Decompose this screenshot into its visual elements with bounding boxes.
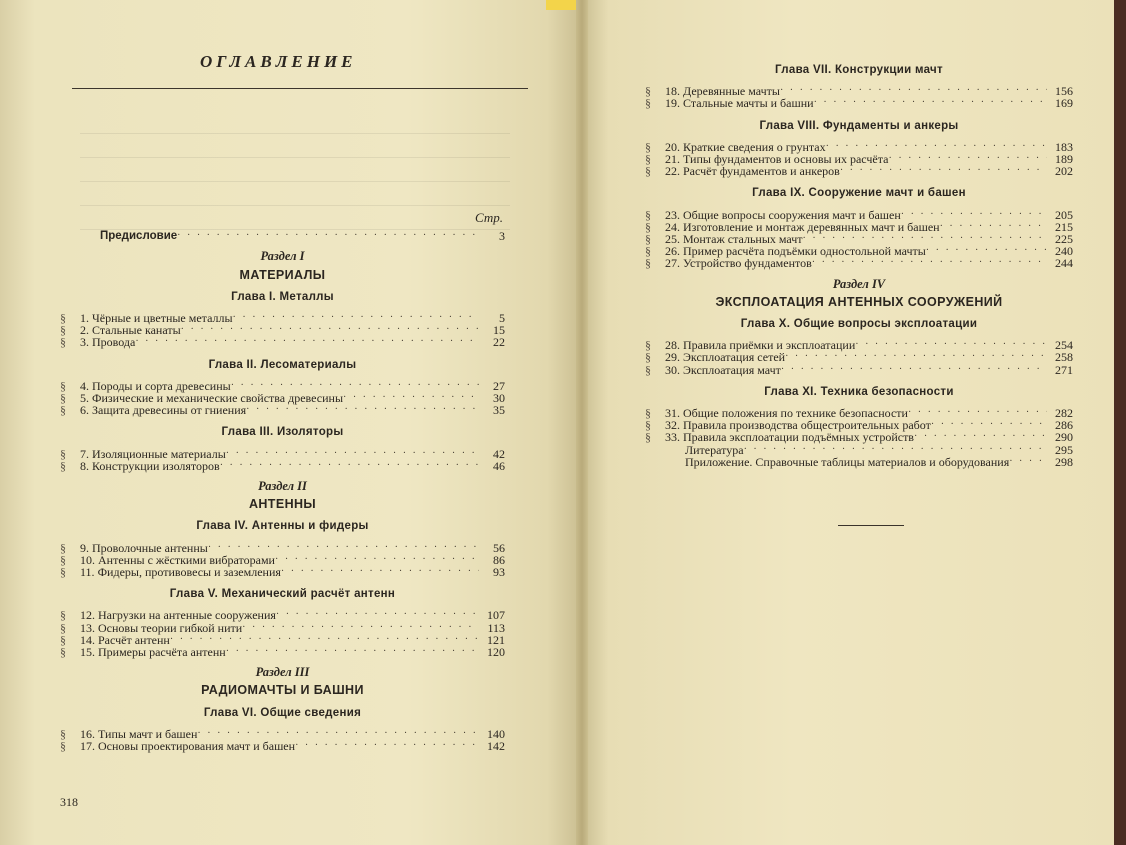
leader-dots — [931, 419, 1047, 431]
section-sign: § — [645, 256, 651, 271]
entry-page: 225 — [1055, 232, 1073, 247]
chapter-heading: Глава IX. Сооружение мачт и башен — [752, 187, 966, 200]
entry-text: Нагрузки на антенные сооружения — [98, 608, 276, 623]
section-sign: § — [60, 335, 66, 350]
entry-text: Общие вопросы сооружения мачт и башен — [683, 207, 901, 222]
entry-page: 86 — [493, 552, 505, 567]
section-sign: § — [60, 552, 66, 567]
chapter-heading: Глава X. Общие вопросы эксплоатации — [740, 318, 978, 331]
toc-entry — [645, 165, 1073, 177]
entry-number: 9. — [80, 540, 89, 555]
entry-page: 107 — [487, 608, 505, 623]
entry-page: 282 — [1055, 406, 1073, 421]
entry-page: 286 — [1055, 418, 1073, 433]
entry-number: 1. — [80, 311, 89, 326]
section-sign: § — [60, 446, 66, 461]
section-sign: § — [645, 244, 651, 259]
section-sign: § — [645, 84, 651, 99]
toc-entry — [60, 460, 505, 472]
section-heading: Раздел III — [255, 665, 310, 680]
entry-number: 20. — [665, 139, 680, 154]
entry-number: 33. — [665, 430, 680, 445]
entry-text: Чёрные и цветные металлы — [92, 311, 233, 326]
entry-title — [685, 456, 1009, 468]
section-sign: § — [645, 406, 651, 421]
section-sign: § — [60, 311, 66, 326]
entry-text: Краткие сведения о грунтах — [683, 139, 826, 154]
entry-number: 29. — [665, 350, 680, 365]
toc-right-column — [645, 54, 1073, 468]
entry-text: Примеры расчёта антенн — [98, 645, 226, 660]
part-heading: РАДИОМАЧТЫ И БАШНИ — [201, 683, 364, 698]
entry-page: 140 — [487, 726, 505, 741]
leader-dots — [220, 460, 479, 472]
section-heading: Раздел IV — [832, 276, 886, 291]
entry-page: 42 — [493, 446, 505, 461]
entry-page: 27 — [493, 378, 505, 393]
preface-page: 3 — [499, 229, 505, 244]
end-rule — [838, 525, 904, 526]
entry-page: 35 — [493, 403, 505, 418]
entry-page: 202 — [1055, 164, 1073, 179]
chapter-heading: Глава V. Механический расчёт антенн — [169, 588, 396, 601]
section-heading: Раздел II — [258, 479, 307, 494]
entry-text: Устройство фундаментов — [683, 256, 812, 271]
toc-entry — [60, 646, 505, 658]
leader-dots — [888, 153, 1047, 165]
chapter-heading: Глава II. Лесоматериалы — [208, 358, 357, 371]
section-sign: § — [60, 403, 66, 418]
entry-text: Конструкции изоляторов — [92, 458, 220, 473]
entry-page: 121 — [487, 632, 505, 647]
title-rule — [72, 88, 528, 89]
leader-dots — [914, 431, 1047, 443]
entry-text: Основы проектирования мачт и башен — [98, 739, 296, 754]
entry-number: 12. — [80, 608, 95, 623]
leader-dots — [135, 336, 479, 348]
entry-text: Физические и механические свойства древесины — [92, 391, 344, 406]
entry-text: Литература — [685, 442, 744, 457]
entry-text: Эксплоатация сетей — [683, 350, 786, 365]
entry-title — [80, 740, 295, 752]
chapter-heading: Глава VII. Конструкции мачт — [775, 64, 943, 76]
chapter-heading: Глава XI. Техника безопасности — [764, 385, 954, 398]
entry-page: 298 — [1055, 454, 1073, 469]
entry-number: 24. — [665, 219, 680, 234]
entry-number: 11. — [80, 565, 95, 580]
entry-number: 17. — [80, 739, 95, 754]
entry-text: Изоляционные материалы — [92, 446, 226, 461]
entry-text: Типы фундаментов и основы их расчёта — [683, 152, 889, 167]
section-sign: § — [60, 323, 66, 338]
entry-number: 30. — [665, 362, 680, 377]
entry-page: 205 — [1055, 207, 1073, 222]
entry-text: Защита древесины от гниения — [92, 403, 247, 418]
entry-number: 3. — [80, 335, 89, 350]
leader-dots — [926, 245, 1047, 257]
section-sign: § — [60, 378, 66, 393]
section-sign: § — [60, 540, 66, 555]
leader-dots — [1009, 456, 1047, 468]
section-sign: § — [645, 338, 651, 353]
toc-entry — [645, 97, 1073, 109]
entry-text: Общие положения по технике безопасности — [683, 406, 908, 421]
entry-page: 15 — [493, 323, 505, 338]
entry-text: Правила производства общестроительных работ — [683, 418, 931, 433]
leader-dots — [226, 448, 479, 460]
preface-entry — [60, 230, 505, 242]
section-sign: § — [645, 152, 651, 167]
entry-text: Фидеры, противовесы и заземления — [97, 565, 281, 580]
entry-page: 295 — [1055, 442, 1073, 457]
entry-title — [665, 165, 840, 177]
entry-page: 142 — [487, 739, 505, 754]
entry-number: 26. — [665, 244, 680, 259]
section-sign: § — [645, 350, 651, 365]
entry-text: Расчёт антенн — [98, 632, 170, 647]
entry-title — [665, 364, 781, 376]
entry-title — [80, 336, 135, 348]
leader-dots — [855, 339, 1047, 351]
entry-text: Приложение. Справочные таблицы материалов и оборудования — [685, 454, 1010, 469]
entry-page: 22 — [493, 335, 505, 350]
section-heading: Раздел I — [260, 249, 305, 264]
entry-page: 215 — [1055, 219, 1073, 234]
entry-page: 189 — [1055, 152, 1073, 167]
section-sign: § — [645, 232, 651, 247]
entry-title — [80, 646, 226, 658]
section-sign: § — [60, 565, 66, 580]
entry-text: Монтаж стальных мачт — [683, 232, 803, 247]
page-title: ОГЛАВЛЕНИЕ — [200, 52, 357, 71]
entry-page: 240 — [1055, 244, 1073, 259]
toc-entry — [60, 336, 505, 348]
leader-dots — [181, 324, 479, 336]
entry-page: 244 — [1055, 256, 1073, 271]
entry-text: Деревянные мачты — [683, 84, 780, 99]
part-heading: МАТЕРИАЛЫ — [239, 267, 326, 282]
entry-number: 7. — [80, 446, 89, 461]
entry-number: 5. — [80, 391, 89, 406]
entry-text: Породы и сорта древесины — [92, 378, 231, 393]
entry-text: Проволочные антенны — [92, 540, 208, 555]
page-column-label: Стр. — [475, 210, 503, 225]
bookmark-tab — [546, 0, 576, 10]
toc-appendix-entry — [645, 456, 1073, 468]
section-sign: § — [645, 139, 651, 154]
chapter-heading: Глава VI. Общие сведения — [203, 706, 362, 719]
entry-number: 14. — [80, 632, 95, 647]
entry-number: 8. — [80, 458, 89, 473]
section-sign: § — [60, 726, 66, 741]
entry-page: 113 — [487, 620, 505, 635]
entry-page: 271 — [1055, 362, 1073, 377]
entry-page: 46 — [493, 458, 505, 473]
entry-page: 290 — [1055, 430, 1073, 445]
toc-left-list — [60, 250, 505, 752]
entry-title — [80, 404, 246, 416]
entry-number: 13. — [80, 620, 95, 635]
entry-page: 156 — [1055, 84, 1073, 99]
section-sign: § — [645, 362, 651, 377]
toc-entry — [60, 566, 505, 578]
toc-entry — [645, 364, 1073, 376]
entry-number: 27. — [665, 256, 680, 271]
chapter-heading: Глава III. Изоляторы — [221, 426, 344, 439]
entry-page: 254 — [1055, 338, 1073, 353]
entry-page: 258 — [1055, 350, 1073, 365]
entry-page: 183 — [1055, 139, 1073, 154]
entry-number: 32. — [665, 418, 680, 433]
entry-title — [665, 257, 812, 269]
entry-title — [80, 566, 281, 578]
entry-number: 25. — [665, 232, 680, 247]
entry-number: 10. — [80, 552, 95, 567]
section-sign: § — [645, 219, 651, 234]
toc-entry — [645, 257, 1073, 269]
entry-number: 4. — [80, 378, 89, 393]
leader-dots — [781, 364, 1047, 376]
entry-page: 56 — [493, 540, 505, 555]
entry-number: 19. — [665, 96, 680, 111]
entry-title — [80, 460, 220, 472]
page-number: 318 — [60, 795, 78, 809]
toc-entry — [60, 740, 505, 752]
entry-text: Изготовление и монтаж деревянных мачт и башен — [683, 219, 940, 234]
entry-page: 120 — [487, 645, 505, 660]
entry-text: Пример расчёта подъёмки одностольной мачты — [683, 244, 926, 259]
entry-page: 169 — [1055, 96, 1073, 111]
leader-dots — [276, 609, 479, 621]
leader-dots — [177, 230, 479, 242]
entry-number: 28. — [665, 338, 680, 353]
section-sign: § — [60, 632, 66, 647]
entry-page: 93 — [493, 565, 505, 580]
entry-text: Правила приёмки и эксплоатации — [683, 338, 856, 353]
entry-text: Эксплоатация мачт — [683, 362, 781, 377]
section-sign: § — [60, 608, 66, 623]
chapter-heading: Глава IV. Антенны и фидеры — [196, 520, 369, 533]
section-sign: § — [60, 739, 66, 754]
entry-text: Правила эксплоатации подъёмных устройств — [683, 430, 914, 445]
section-sign: § — [60, 391, 66, 406]
entry-number: 16. — [80, 726, 95, 741]
entry-text: Расчёт фундаментов и анкеров — [683, 164, 840, 179]
entry-title — [665, 97, 814, 109]
entry-number: 18. — [665, 84, 680, 99]
entry-number: 15. — [80, 645, 95, 660]
chapter-heading: Глава VIII. Фундаменты и анкеры — [759, 119, 959, 132]
section-sign: § — [645, 207, 651, 222]
leader-dots — [785, 351, 1047, 363]
entry-page: 5 — [499, 311, 505, 326]
section-sign: § — [645, 164, 651, 179]
leader-dots — [242, 622, 479, 634]
section-sign: § — [60, 645, 66, 660]
leader-dots — [940, 221, 1047, 233]
leader-dots — [281, 566, 479, 578]
section-sign: § — [60, 458, 66, 473]
leader-dots — [275, 554, 479, 566]
section-sign: § — [645, 96, 651, 111]
entry-number: 22. — [665, 164, 680, 179]
leader-dots — [780, 85, 1047, 97]
leader-dots — [226, 646, 479, 658]
entry-number: 31. — [665, 406, 680, 421]
section-sign: § — [645, 418, 651, 433]
entry-text: Провода — [92, 335, 136, 350]
entry-text: Антенны с жёсткими вибраторами — [98, 552, 275, 567]
entry-number: 21. — [665, 152, 680, 167]
entry-text: Стальные мачты и башни — [683, 96, 814, 111]
entry-number: 2. — [80, 323, 89, 338]
entry-number: 23. — [665, 207, 680, 222]
book-gutter — [576, 0, 588, 845]
entry-text: Стальные канаты — [92, 323, 181, 338]
toc-left-column — [60, 212, 505, 752]
section-sign: § — [645, 430, 651, 445]
leader-dots — [840, 165, 1047, 177]
book-cover-edge — [1114, 0, 1126, 845]
entry-text: Основы теории гибкой нити — [98, 620, 243, 635]
leader-dots — [233, 312, 479, 324]
toc-entry — [60, 404, 505, 416]
part-heading: АНТЕННЫ — [248, 497, 317, 512]
leader-dots — [812, 257, 1047, 269]
leader-dots — [295, 740, 479, 752]
entry-number: 6. — [80, 403, 89, 418]
chapter-heading: Глава I. Металлы — [231, 290, 334, 303]
leader-dots — [246, 404, 479, 416]
leader-dots — [814, 97, 1047, 109]
section-sign: § — [60, 620, 66, 635]
part-heading: ЭКСПЛОАТАЦИЯ АНТЕННЫХ СООРУЖЕНИЙ — [715, 294, 1003, 309]
entry-text: Типы мачт и башен — [98, 726, 198, 741]
toc-right-list — [645, 64, 1073, 468]
preface-label: Предисловие — [100, 230, 178, 243]
leader-dots — [343, 392, 479, 404]
entry-page: 30 — [493, 391, 505, 406]
